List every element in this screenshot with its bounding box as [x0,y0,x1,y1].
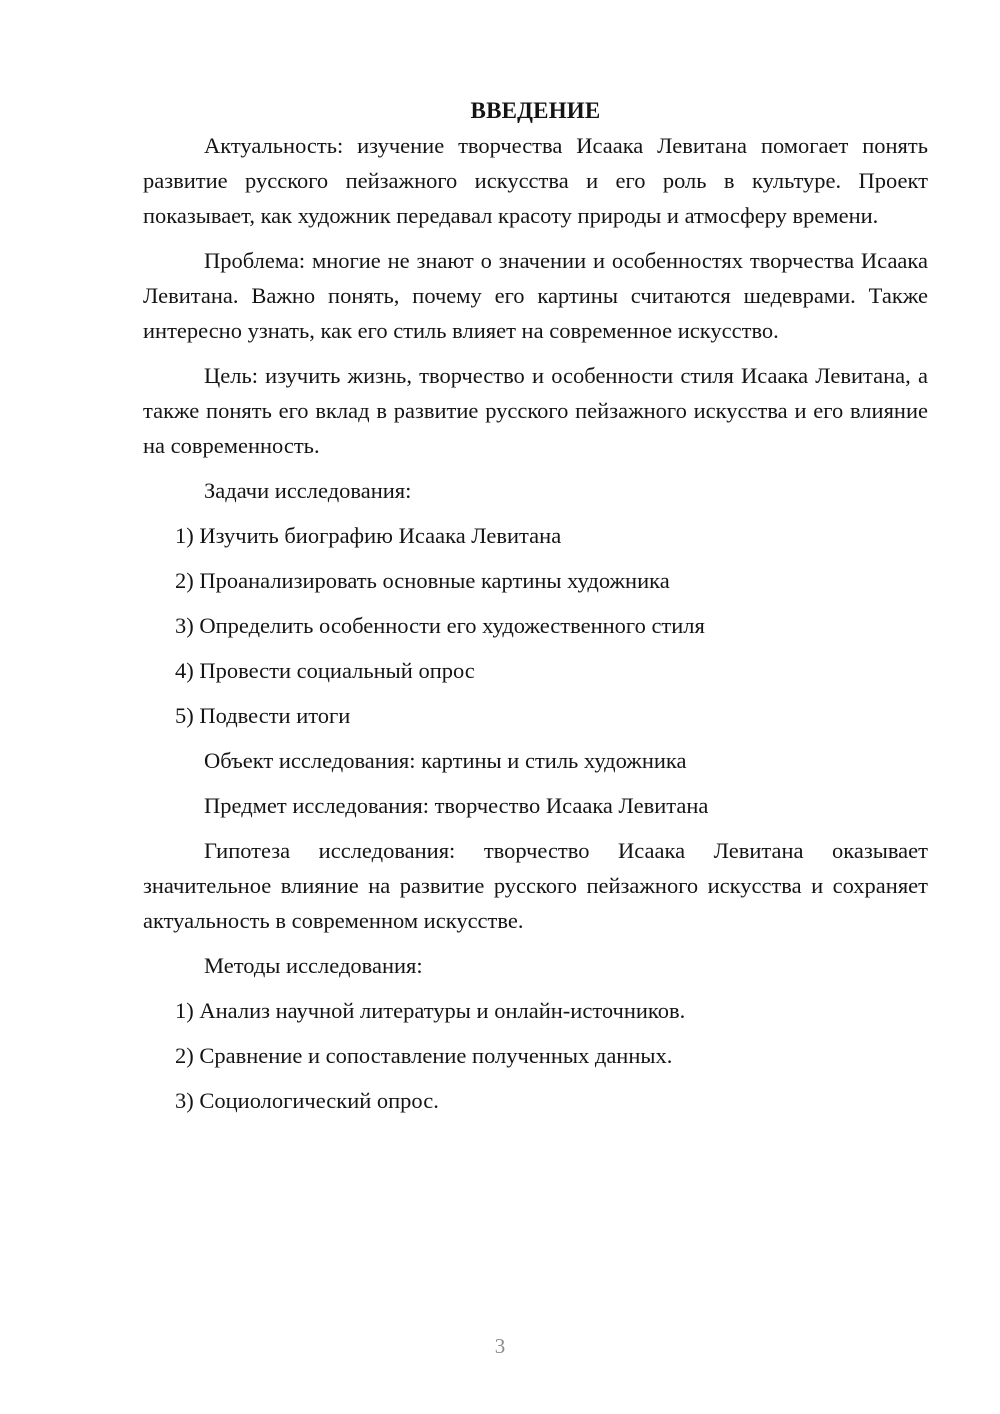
method-item-3: 3) Социологический опрос. [175,1088,439,1113]
document-page [143,93,928,1128]
tasks-heading: Задачи исследования: [204,478,412,503]
task-item-5: 5) Подвести итоги [175,703,351,728]
goal-paragraph: Цель: изучить жизнь, творчество и особенности стиля Исаака Левитана, а также понять его вклад в развитие русского пейзажного искусства и его влияние на современность. [143,363,928,458]
task-item-1: 1) Изучить биографию Исаака Левитана [175,523,562,548]
page-number: 3 [494,1334,506,1358]
method-item-1: 1) Анализ научной литературы и онлайн-источников. [175,998,686,1023]
task-item-2: 2) Проанализировать основные картины художника [175,568,670,593]
task-item-3: 3) Определить особенности его художественного стиля [175,613,705,638]
hypothesis-paragraph: Гипотеза исследования: творчество Исаака Левитана оказывает значительное влияние на развитие русского пейзажного искусства и сохраняет актуальность в современном искусстве. [143,838,928,933]
relevance-paragraph: Актуальность: изучение творчества Исаака Левитана помогает понять развитие русского пейзажного искусства и его роль в культуре. Проект показывает, как художник передавал красоту природы и атмосферу времени. [143,133,928,228]
research-object: Объект исследования: картины и стиль художника [204,748,687,773]
methods-heading: Методы исследования: [204,953,423,978]
problem-paragraph: Проблема: многие не знают о значении и особенностях творчества Исаака Левитана. Важно понять, почему его картины считаются шедеврами. Также интересно узнать, как его стиль влияет на современное искусство. [143,248,928,343]
section-title: ВВЕДЕНИЕ [470,98,601,123]
method-item-2: 2) Сравнение и сопоставление полученных данных. [175,1043,673,1068]
task-item-4: 4) Провести социальный опрос [175,658,475,683]
research-subject: Предмет исследования: творчество Исаака Левитана [204,793,709,818]
